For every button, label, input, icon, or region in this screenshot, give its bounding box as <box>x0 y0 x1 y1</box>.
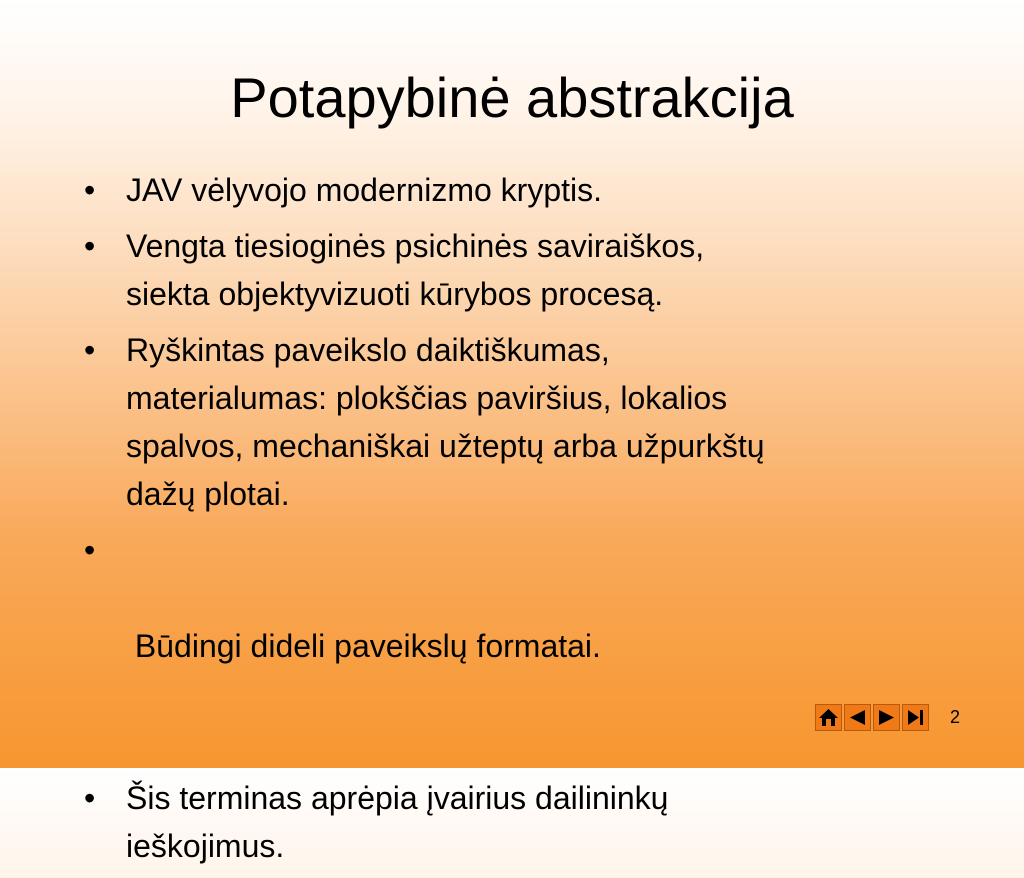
bullet-line: Šis terminas aprėpia įvairius dailininkų <box>126 780 669 816</box>
next-arrow-icon <box>877 708 896 727</box>
bullet-line: Ryškintas paveikslo daiktiškumas, <box>126 332 610 368</box>
end-icon <box>906 708 925 727</box>
bullet-marker: • <box>84 780 96 816</box>
bullet-line: siekta objektyvizuoti kūrybos procesą. <box>126 276 664 312</box>
bullet-text <box>126 222 964 318</box>
bullet-line: Būdingi dideli paveikslų formatai. <box>126 628 601 664</box>
bullet-line: Vengta tiesioginės psichinės saviraiškos, <box>126 228 705 264</box>
bullet-item <box>84 774 964 870</box>
slide-number: 2 <box>950 707 961 727</box>
bullet-line: materialumas: plokščias paviršius, lokalios <box>126 380 728 416</box>
bullet-marker: • <box>84 172 96 208</box>
bullet-line: dažų plotai. <box>126 476 290 512</box>
bullet-line: JAV vėlyvojo modernizmo kryptis. <box>126 172 602 208</box>
bullet-marker: • <box>84 332 96 368</box>
bullet-text <box>126 326 964 518</box>
bullet-item <box>84 222 964 318</box>
previous-slide-button[interactable] <box>844 704 871 731</box>
bullet-item <box>84 326 964 518</box>
bullet-list <box>84 166 964 878</box>
bullet-item <box>84 166 964 214</box>
bullet-line: spalvos, mechaniškai užteptų arba užpurkštų <box>126 428 765 464</box>
slide-title: Potapybinė abstrakcija <box>230 66 794 129</box>
last-slide-button[interactable] <box>902 704 929 731</box>
home-icon <box>818 708 839 727</box>
previous-arrow-icon <box>848 708 867 727</box>
next-slide-button[interactable] <box>873 704 900 731</box>
bullet-marker: • <box>84 228 96 264</box>
slide-navigation <box>815 704 929 731</box>
bullet-text <box>126 166 964 214</box>
bullet-marker: • <box>84 532 96 568</box>
bullet-text <box>126 774 964 870</box>
home-button[interactable] <box>815 704 842 731</box>
bullet-line: ieškojimus. <box>126 828 285 864</box>
